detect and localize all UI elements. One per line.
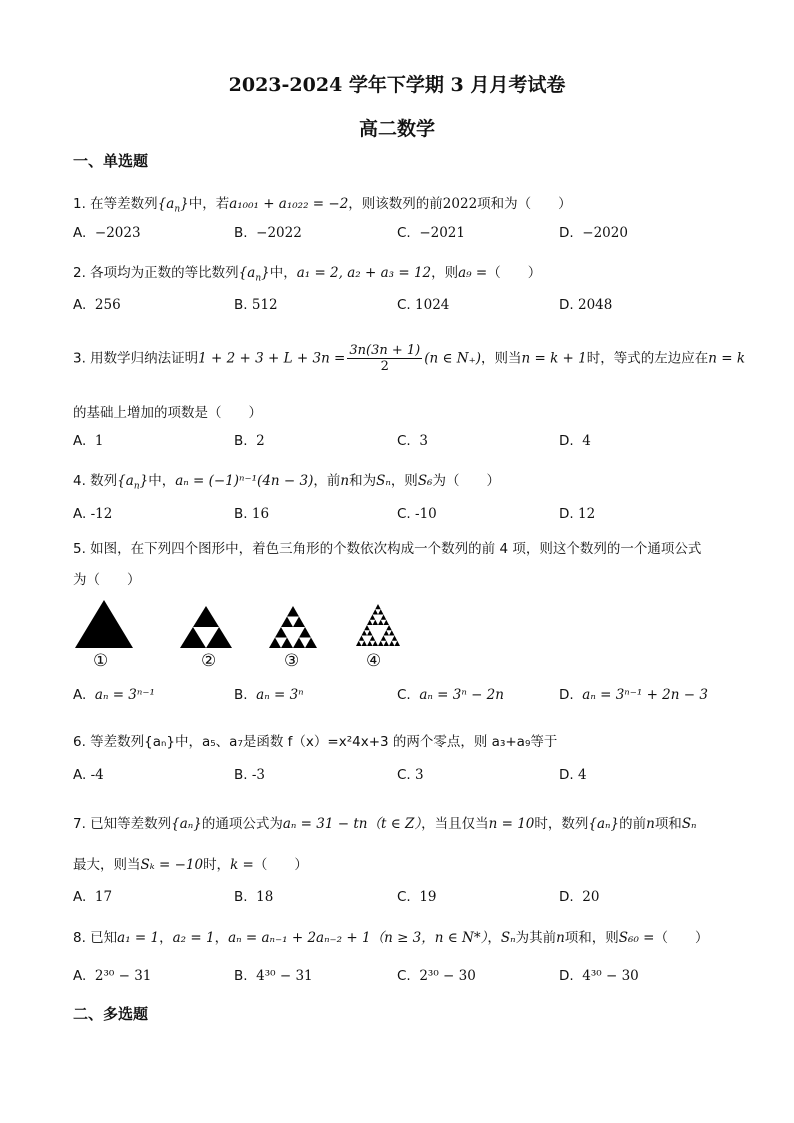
q3-option-b[interactable]: B. 2 bbox=[234, 433, 265, 449]
q4-option-c[interactable]: C. -10 bbox=[397, 506, 437, 522]
q3-option-c[interactable]: C. 3 bbox=[397, 433, 428, 449]
q6-option-b[interactable]: B. -3 bbox=[234, 767, 266, 783]
q8-option-d[interactable]: D. 4³⁰ − 30 bbox=[559, 968, 639, 984]
question-1: 1. 在等差数列$\{a_n\}$中，若a₁₀₀₁ + a₁₀₂₂ = −2，则该数列的前2022项和为（ ） bbox=[73, 196, 572, 215]
question-3: 3. 用数学归纳法证明1 + 2 + 3 + L + 3n = $\frac{3n(3n + 1)}{2}$ (n ∈ N₊)，则当n = k + 1时，等式的左边应在n = k bbox=[73, 343, 746, 374]
q6-option-a[interactable]: A. -4 bbox=[73, 767, 104, 783]
question-7-line2: 最大，则当Sₖ = −10时，k =（ ） bbox=[73, 857, 308, 873]
section-multiple-choice: 二、多选题 bbox=[73, 1005, 149, 1023]
q3-option-a[interactable]: A. 1 bbox=[73, 433, 104, 449]
q2-option-a[interactable]: A. 256 bbox=[73, 297, 121, 313]
question-7: 7. 已知等差数列{aₙ}的通项公式为aₙ = 31 − tn（t ∈ Z），当且仅当n = 10时，数列{aₙ}的前n项和Sₙ bbox=[73, 816, 697, 832]
figure-label-4: ④ bbox=[366, 651, 382, 671]
q1-expr: a₁₀₀₁ + a₁₀₂₂ = −2 bbox=[229, 196, 349, 212]
question-4: 4. 数列$\{a_n\}$中，aₙ = (−1)ⁿ⁻¹(4n − 3)，前n和为Sₙ，则S₆为（ ） bbox=[73, 473, 500, 492]
exam-subtitle: 高二数学 bbox=[358, 118, 435, 140]
question-2: 2. 各项均为正数的等比数列$\{a_n\}$中，a₁ = 2, a₂ + a₃ = 12，则a₉ =（ ） bbox=[73, 265, 542, 284]
q5-option-d[interactable]: D. aₙ = 3ⁿ⁻¹ + 2n − 3 bbox=[559, 687, 708, 703]
triangle-figure-1 bbox=[73, 598, 135, 650]
q1-set: $\{a_n\}$ bbox=[157, 196, 189, 215]
q2-option-c[interactable]: C. 1024 bbox=[397, 297, 450, 313]
question-8: 8. 已知a₁ = 1，a₂ = 1，aₙ = aₙ₋₁ + 2aₙ₋₂ + 1（n ≥ 3，n ∈ N*），Sₙ为其前n项和，则S₆₀ =（ ） bbox=[73, 930, 709, 946]
q8-option-a[interactable]: A. 2³⁰ − 31 bbox=[73, 968, 152, 984]
q4-option-a[interactable]: A. -12 bbox=[73, 506, 113, 522]
figure-label-2: ② bbox=[201, 651, 217, 671]
q5-option-c[interactable]: C. aₙ = 3ⁿ − 2n bbox=[397, 687, 504, 703]
q8-option-b[interactable]: B. 4³⁰ − 31 bbox=[234, 968, 313, 984]
q4-option-d[interactable]: D. 12 bbox=[559, 506, 596, 522]
q1-option-d[interactable]: D. −2020 bbox=[559, 225, 628, 241]
q5-option-a[interactable]: A. aₙ = 3ⁿ⁻¹ bbox=[73, 687, 155, 703]
q2-option-d[interactable]: D. 2048 bbox=[559, 297, 613, 313]
q1-option-b[interactable]: B. −2022 bbox=[234, 225, 302, 241]
q8-option-c[interactable]: C. 2³⁰ − 30 bbox=[397, 968, 476, 984]
q2-option-b[interactable]: B. 512 bbox=[234, 297, 278, 313]
question-5: 5. 如图，在下列四个图形中，着色三角形的个数依次构成一个数列的前 4 项，则这个数列的一个通项公式 bbox=[73, 541, 702, 557]
q3-option-d[interactable]: D. 4 bbox=[559, 433, 591, 449]
q7-option-c[interactable]: C. 19 bbox=[397, 889, 437, 905]
q1-n: 2022 bbox=[442, 196, 478, 212]
exam-title: 2023-2024 学年下学期 3 月月考试卷 bbox=[228, 74, 566, 96]
question-3-line2: 的基础上增加的项数是（ ） bbox=[73, 405, 262, 421]
section-single-choice: 一、单选题 bbox=[73, 152, 149, 170]
q1-option-c[interactable]: C. −2021 bbox=[397, 225, 465, 241]
question-5-line2: 为（ ） bbox=[73, 572, 141, 588]
q6-option-c[interactable]: C. 3 bbox=[397, 767, 424, 783]
q1-option-a[interactable]: A. −2023 bbox=[73, 225, 141, 241]
q7-option-a[interactable]: A. 17 bbox=[73, 889, 113, 905]
q7-option-d[interactable]: D. 20 bbox=[559, 889, 600, 905]
figure-label-3: ③ bbox=[284, 651, 300, 671]
triangle-figure-4 bbox=[354, 602, 402, 648]
triangle-figure-2 bbox=[178, 604, 234, 650]
q7-option-b[interactable]: B. 18 bbox=[234, 889, 274, 905]
q6-option-d[interactable]: D. 4 bbox=[559, 767, 587, 783]
question-6: 6. 等差数列{aₙ}中，a₅、a₇是函数 f（x）=x²4x+3 的两个零点，则 a₃+a₉等于 bbox=[73, 734, 558, 750]
q5-option-b[interactable]: B. aₙ = 3ⁿ bbox=[234, 687, 304, 703]
q4-option-b[interactable]: B. 16 bbox=[234, 506, 270, 522]
triangle-figure-3 bbox=[267, 604, 319, 650]
figure-label-1: ① bbox=[93, 651, 109, 671]
